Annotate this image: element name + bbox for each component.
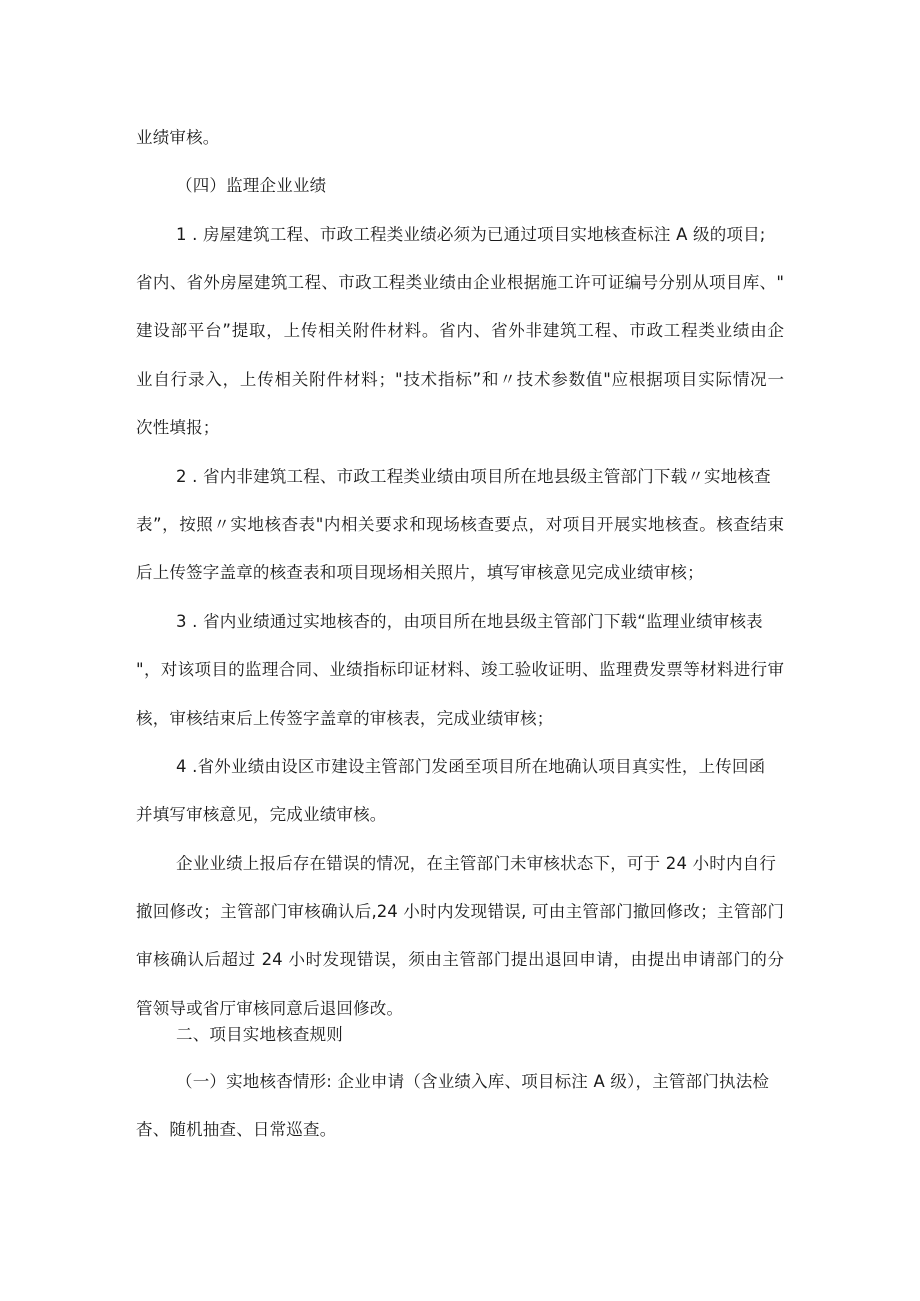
section-heading: 二、项目实地核查规则 <box>176 1025 343 1044</box>
text-line: 后上传签字盖章的核查表和项目现场相关照片，填写审核意见完成业绩审核； <box>136 563 704 582</box>
text-line: 次性填报； <box>136 418 220 437</box>
text-line: 核，审核结束后上传签字盖章的审核表，完成业绩审核； <box>136 709 554 728</box>
text-line: 省内、省外房屋建筑工程、市政工程类业绩由企业根据施工许可证编号分别从项目库、" <box>136 273 784 292</box>
text-line: "，对该项目的监理合同、业绩指标印证材料、竣工验收证明、监理费发票等材料进行审 <box>136 660 784 679</box>
text-line: 杳、随机抽查、日常巡查。 <box>136 1120 337 1139</box>
text-line: 2 . 省内非建筑工程、市政工程类业绩由项目所在地县级主管部门下载〃实地核查 <box>176 467 771 486</box>
text-line: 企业业绩上报后存在错误的情况，在主管部门未审核状态下，可于 24 小时内自行 <box>176 854 777 873</box>
text-line: 业绩审核。 <box>136 128 220 147</box>
text-line: 1 . 房屋建筑工程、市政工程类业绩必须为已通过项目实地核查标注 A 级的项目; <box>176 225 766 244</box>
text-line: 表”，按照〃实地核杳表"内相关要求和现场核查要点，对项目开展实地核查。核查结束 <box>136 515 784 534</box>
text-line: 业自行录入，上传相关附件材料；"技术指标”和〃技术参数值"应根据项目实际情况一 <box>136 370 784 389</box>
text-line: 4 .省外业绩由设区市建设主管部门发函至项目所在地确认项目真实性，上传回函 <box>176 757 766 776</box>
text-line: 管领导或省厅审核同意后退回修改。 <box>136 999 404 1018</box>
section-heading: （四）监理企业业绩 <box>176 176 327 195</box>
text-line: 并填写审核意见，完成业绩审核。 <box>136 805 387 824</box>
text-line: 审核确认后超过 24 小时发现错误，须由主管部门提出退回申请，由提出申请部门的分 <box>136 950 784 969</box>
text-line: 撤回修改；主管部门审核确认后,24 小时内发现错误, 可由主管部门撤回修改；主管部门 <box>136 902 784 921</box>
text-line: 3 . 省内业绩通过实地核杳的，由项目所在地县级主管部门下载“监理业绩审核表 <box>176 612 763 631</box>
text-line: 建设部平台”提取，上传相关附件材料。省内、省外非建筑工程、市政工程类业绩由企 <box>136 321 784 340</box>
text-line: （一）实地核杳情形: 企业申请（含业绩入库、项目标注 A 级），主管部门执法检 <box>176 1072 770 1091</box>
